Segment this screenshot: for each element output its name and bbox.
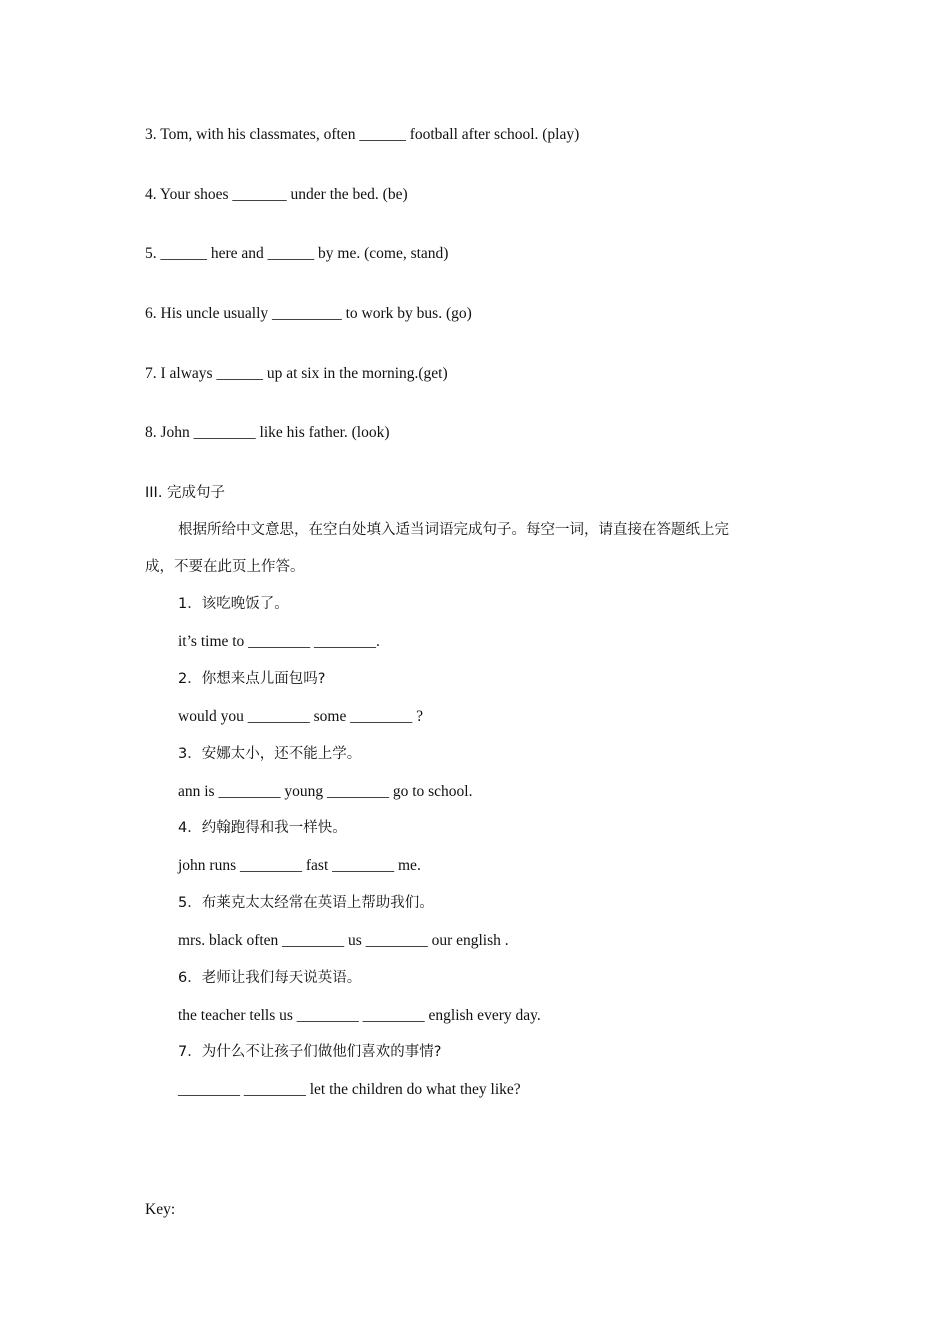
sentence-english-4: john runs ________ fast ________ me. [178,857,421,874]
sentence-chinese-7: 7．为什么不让孩子们做他们喜欢的事情? [178,1044,442,1060]
sentence-english-1: it’s time to ________ ________. [178,633,380,650]
sentence-chinese-5: 5．布莱克太太经常在英语上帮助我们。 [178,895,434,911]
key-label: Key: [145,1201,176,1218]
sentence-english-2: would you ________ some ________ ? [178,708,423,725]
exercise-item-6: 6. His uncle usually _________ to work by bus. (go) [145,305,472,322]
sentence-chinese-4: 4．约翰跑得和我一样快。 [178,820,347,836]
sentence-chinese-6: 6．老师让我们每天说英语。 [178,970,362,986]
sentence-chinese-3: 3．安娜太小，还不能上学。 [178,746,362,762]
instructions-line-2: 成，不要在此页上作答。 [145,559,305,575]
sentence-english-7: ________ ________ let the children do what they like? [178,1081,521,1098]
sentence-chinese-1: 1．该吃晚饭了。 [178,596,289,612]
sentence-chinese-2: 2．你想来点儿面包吗? [178,671,326,687]
exercise-item-8: 8. John ________ like his father. (look) [145,424,390,441]
instructions-line-1: 根据所给中文意思，在空白处填入适当词语完成句子。每空一词，请直接在答题纸上完 [178,522,729,538]
sentence-english-6: the teacher tells us ________ ________ english every day. [178,1007,541,1024]
sentence-english-3: ann is ________ young ________ go to school. [178,783,473,800]
sentence-english-5: mrs. black often ________ us ________ our english . [178,932,509,949]
section-heading: III. 完成句子 [145,485,226,501]
exercise-item-4: 4. Your shoes _______ under the bed. (be) [145,186,408,203]
exercise-item-5: 5. ______ here and ______ by me. (come, stand) [145,245,449,262]
exercise-item-7: 7. I always ______ up at six in the morning.(get) [145,365,448,382]
exercise-item-3: 3. Tom, with his classmates, often ______ football after school. (play) [145,126,580,143]
